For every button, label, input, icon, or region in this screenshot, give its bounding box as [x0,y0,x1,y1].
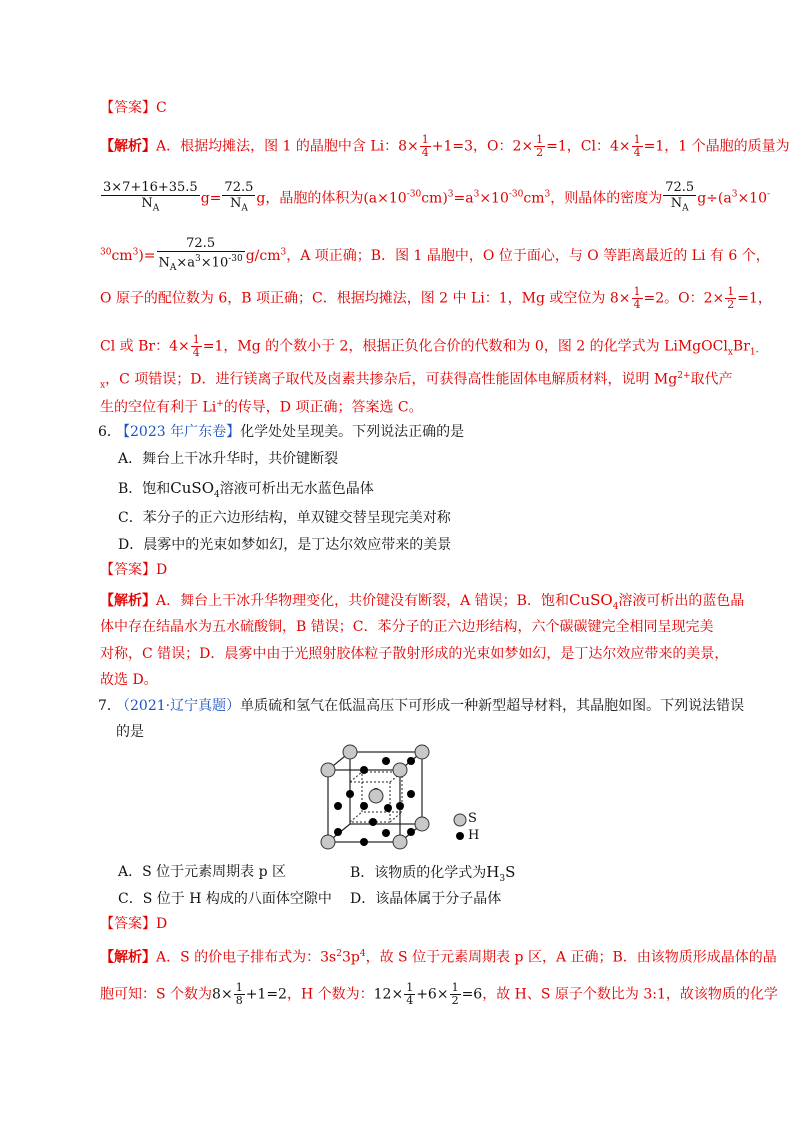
question-6-option-a: A．舞台上干冰升华时，共价键断裂 [118,451,339,467]
question-7-options-row-2 [118,889,740,909]
legend-s-swatch [454,814,466,826]
fraction: $\frac{1}{4}$ [192,333,200,359]
question-7-option-b: B．该物质的化学式为$H_3S$ [350,863,516,884]
answer-7: 【答案】D [100,916,168,932]
fraction: $\frac{1}{4}$ [406,981,414,1007]
question-6-option-c: C．苯分子的正六边形结构，单双键交替呈现完美对称 [118,510,451,526]
explanation-5-line-6: $_x$，C 项错误；D．进行镁离子取代及卤素共掺杂后，可获得高性能固体电解质材料，说明 $Mg^{2+}$取代产 [100,371,733,391]
mass-fraction: $\frac{3\times 7+16+35.5}{N_A}$ [103,180,198,214]
answer-value: C [156,100,167,116]
question-7-stem: 7．（2021·辽宁真题）单质硫和氢气在低温高压下可形成一种新型超导材料，其晶胞如图。下列说法错误 [98,698,745,714]
density-result-fraction: $\frac{72.5}{N_A\times a^3\times 10^{-30}}$ [158,236,243,273]
explanation-6-line-1: 【解析】A．舞台上干冰升华物理变化，共价键没有断裂，A 错误；B．饱和CuSO$_4$溶液可析出的蓝色晶 [100,591,745,612]
legend-h-swatch [456,832,464,840]
explanation-5-line-1: 【解析】A．根据均摊法，图 1 的晶胞中含 Li：8× $\frac{1}{4}$ +1=3，O：2× $\frac{1}{2}$ =1，Cl：4× $\frac{1}{4}$ =1，1 个晶胞的质量为 [100,133,790,159]
legend-s-label: S [468,811,477,826]
explanation-6-line-4: 故选 D。 [100,672,158,688]
answer-6: 【答案】D [100,562,168,578]
question-7-options-row-1 [118,862,740,882]
explanation-6-line-2: 体中存在结晶水为五水硫酸铜，B 错误；C．苯分子的正六边形结构，六个碳碳键完全相同呈现完美 [100,619,714,635]
answer-label: 【答案】 [100,100,156,116]
crystal-cell-figure [318,742,488,854]
explanation-7-line-1: 【解析】A．S 的价电子排布式为：$3s^23p^4$，故 S 位于元素周期表 p 区，A 正确；B．由该物质形成晶体的晶 [100,949,777,966]
answer-5 [100,98,740,118]
question-number: 6． [98,424,121,440]
explanation-5-line-4: O 原子的配位数为 6，B 项正确；C．根据均摊法，图 2 中 Li：1，Mg 或空位为 8× $\frac{1}{4}$ =2。O：2× $\frac{1}{2}$ =1， [100,285,772,311]
fraction: $\frac{1}{2}$ [536,133,544,159]
explanation-5-line-7: 生的空位有利于 Li+的传导，D 项正确；答案选 C。 [100,399,423,416]
fraction: $\frac{1}{2}$ [727,285,735,311]
question-7-option-c: C．S 位于 H 构成的八面体空隙中 [118,891,332,907]
explanation-5-line-2: $\frac{3\times 7+16+35.5}{N_A}$ g= $\frac{72.5}{N_A}$ g，晶胞的体积为$(a\times 10^{-30}cm)^3=a^3\times 10^{-30}cm^3$，则晶体的密度为 $\frac{72.5}{N_A}$ $g\div(a^3\times 10^-$ [100,180,740,217]
explanation-6-line-3: 对称，C 错误；D．晨雾中由于光照射胶体粒子散射形成的光束如梦如幻，是丁达尔效应带来的美景， [100,646,729,662]
fraction: $\frac{1}{4}$ [633,285,641,311]
fraction: $\frac{1}{2}$ [451,981,459,1007]
question-7-option-a: A．S 位于元素周期表 p 区 [118,864,287,880]
explanation-7-line-2: 胞可知：S 个数为8× $\frac{1}{8}$ +1=2，H 个数为：12× $\frac{1}{4}$ +6× $\frac{1}{2}$ =6，故 H、S 原子个数比为 3:1，故该物质的化学 [100,981,778,1007]
fraction: $\frac{1}{4}$ [421,133,429,159]
question-6-option-d: D．晨雾中的光束如梦如幻，是丁达尔效应带来的美景 [118,537,452,553]
question-6-option-b: B．饱和CuSO$_4$溶液可析出无水蓝色晶体 [118,479,374,500]
fraction: $\frac{1}{4}$ [633,133,641,159]
question-7-stem-2: 的是 [116,724,144,740]
question-source-tag: 【2023 年广东卷】 [116,424,241,440]
question-6-stem: 6．【2023 年广东卷】化学处处呈现美。下列说法正确的是 [98,424,465,440]
explanation-5-line-5: Cl 或 Br：4× $\frac{1}{4}$ =1，Mg 的个数小于 2，根据正负化合价的代数和为 0，图 2 的化学式为 $LiMgOCl_xBr_{1-}$ [100,333,759,359]
question-7-option-d: D．该晶体属于分子晶体 [350,891,502,907]
fraction: $\frac{1}{8}$ [235,981,243,1007]
legend-h-label: H [468,828,480,843]
density-fraction: $\frac{72.5}{N_A}$ [665,180,695,214]
explanation-label: 【解析】 [100,138,156,155]
mass-fraction-2: $\frac{72.5}{N_A}$ [224,180,254,214]
explanation-5-line-3: $^{30}cm^3)=$ $\frac{72.5}{N_A\times a^3\times 10^{-30}}$ $g/cm^3$，A 项正确；B．图 1 晶胞中，O 位于面心，与 O 等距离最近的 Li 有 6 个， [100,236,740,276]
